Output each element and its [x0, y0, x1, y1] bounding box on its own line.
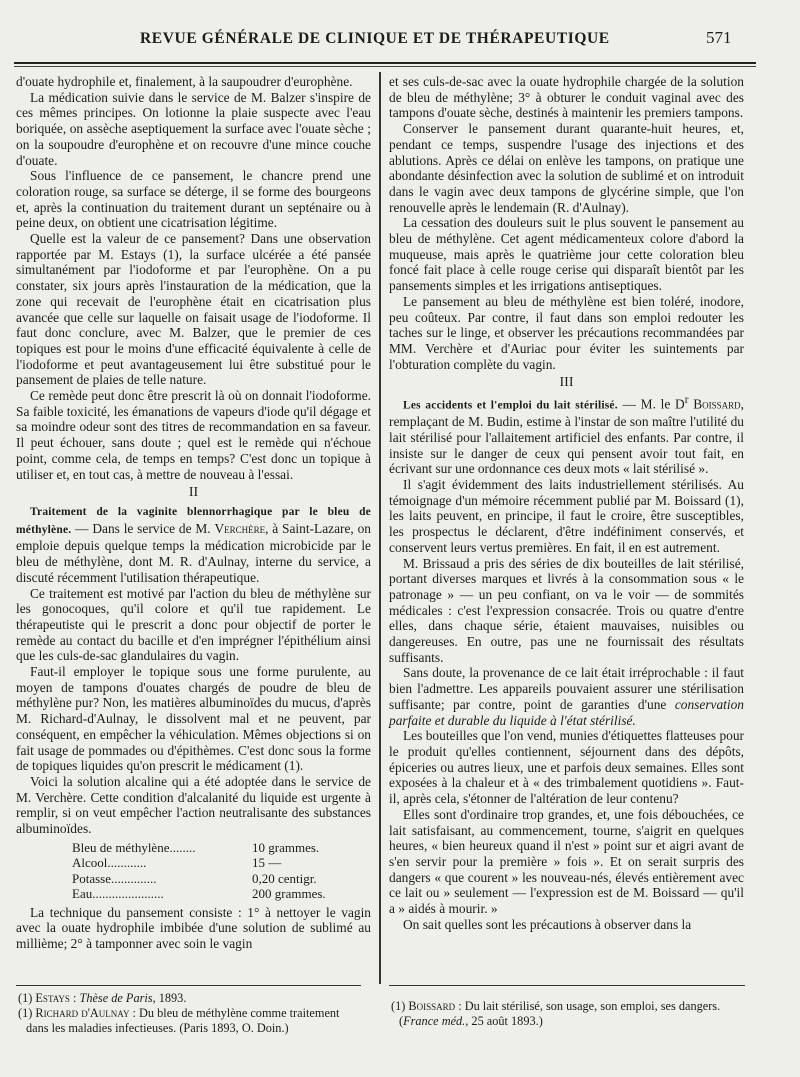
running-head: [0, 26, 800, 52]
paragraph: M. Brissaud a pris des séries de dix bouteilles de lait stérilisé, portant diverses marques et livrés à la consommation sous « le patronage » — un peu confiant, on va le voir — de sommités médicales : c'est l'expression consacrée. Trois ou quatre d'entre elles, dans chaque série, étaient mauvaises, nuisibles ou dangereuses. En outre, pas une ne fournissait des résultats suffisants.: [389, 555, 744, 665]
text-run: : Du bleu de méthylène comme traitement dans les maladies infectieuses. (Paris 1893, O. Doin.): [26, 1006, 340, 1035]
running-title: REVUE GÉNÉRALE DE CLINIQUE ET DE THÉRAPEUTIQUE: [140, 30, 610, 47]
paragraph: [389, 393, 744, 477]
paragraph: Quelle est la valeur de ce pansement? Dans une observation rapportée par M. Estays (1), la surface ulcérée a été pansée simultanément par l'iodoforme et par l'europhène. On a pu constater, six jours après l'instauration de la médication, que la zone qui recevait de l'europhène était en cicatrisation plus avancée que celle sur laquelle on faisait usage de l'iodoforme. Il faut donc conclure, avec M. Balzer, que le premier de ces topiques est pour le moins d'une efficacité équivalente à celle de l'iodoforme et peut avantageusement lui être substitué pour le pansement de plaies de telle nature.: [16, 231, 371, 388]
paragraph: Les bouteilles que l'on vend, munies d'étiquettes flatteuses pour le produit qu'elles contiennent, séjournent dans des dépôts, épiceries ou autres lieux, une et parfois deux semaines. Elles sont exposées à la chaleur et à « des trimbalement quotidiens ». Faut-il, après cela, s'étonner de l'altération de leur contenu?: [389, 728, 744, 807]
emphasis: Thèse de Paris: [79, 991, 153, 1005]
text-run: (1): [18, 1006, 36, 1020]
paragraph: Faut-il employer le topique sous une forme purulente, au moyen de tampons d'ouates chargés de poudre de bleu de méthylène pur? Non, les matières albuminoïdes du mucus, d'après M. Richard-d'Aulnay, le dissolvent mal et ne peuvent, par conséquent, en empêcher la véhiculation. Mêmes objections si on fait usage de pommades ou d'épithèmes. C'est donc sous la forme de topiques liquides qu'on prescrit le médicament (1).: [16, 664, 371, 774]
left-column: [16, 74, 371, 952]
paragraph: La médication suivie dans le service de M. Balzer s'inspire de ces mêmes principes. On lotionne la plaie suspecte avec l'eau boriquée, on assèche aseptiquement la surface avec l'ouate sèche ; on la soupoudre d'europhène et on recouvre d'une mince couche d'ouate.: [16, 89, 371, 168]
recipe-table: [72, 840, 371, 902]
recipe-item: Potasse..............: [72, 870, 157, 886]
paragraph: Elles sont d'ordinaire trop grandes, et, une fois débouchées, ce lait satisfaisant, au commencement, tourne, s'aigrit en quelques heures, « bien heureux quand il n'est » point sur et aigri avant de s'en servir pour la première » fois ». Et on serait surpris des dangers « que courent » les nouveau-nés, élevés entièrement avec ce lait ou » seulement — l'expression est de M. Boissard — qu'il a » aidés à mourir. »: [389, 806, 744, 917]
footnote-rule-left: [16, 985, 361, 986]
paragraph: [389, 665, 744, 728]
person-name: Estays: [35, 991, 70, 1005]
footnotes-left: [18, 991, 363, 1036]
paragraph: Voici la solution alcaline qui a été adoptée dans le service de M. Verchère. Cette condition d'alcalanité du liquide est urgente à remplir, si on veut empêcher l'action neutralisante des substances albuminoïdes.: [16, 773, 371, 837]
recipe-row: [72, 871, 371, 887]
text-run: (1): [391, 999, 409, 1013]
section-number: III: [559, 375, 574, 391]
paragraph: Ce traitement est motivé par l'action du bleu de méthylène sur les gonocoques, qu'il colore et qu'il tue rapidement. Le thérapeutiste qui le prescrit a donc pour objectif de porter le remède au contact du bacille et d'en imprégner l'épithélium ainsi que les culs-de-sac glandulaires du vagin.: [16, 585, 371, 664]
paragraph: La cessation des douleurs suit le plus souvent le pansement au bleu de méthylène. Cet agent médicamenteux colore d'abord la muqueuse, mais après le quatrième jour cette coloration bleu foncé fait place à celle rouge cerise qui disparaît bientôt par les pansements simples et les irrigations antiseptiques.: [389, 215, 744, 294]
recipe-amount: 10 grammes.: [252, 839, 320, 855]
person-name: Verchère: [214, 520, 266, 536]
footnote: [18, 991, 363, 1006]
footnote: [18, 1006, 363, 1036]
text-run: : Du lait stérilisé, son usage, son emploi, ses dangers. (: [399, 999, 721, 1028]
text-run: :: [69, 991, 80, 1005]
text-run: , remplaçant de M. Budin, estime à l'instar de son maître l'utilité du lait stérilisé pour l'allaitement artificiel des enfants. Par contre, il insiste sur le danger de ceux qui pensent avoir tout fait, en écrivant sur une ordonnance ces deux mots « lait stérilisé ».: [389, 396, 744, 477]
recipe-item: Bleu de méthylène........: [72, 839, 196, 855]
emphasis: France méd.: [403, 1014, 466, 1028]
text-run: — Dans le service de M.: [71, 520, 215, 536]
paragraph: La technique du pansement consiste : 1° à nettoyer le vagin avec la ouate hydrophile imbibée d'une solution de sublimé au millième; 2° à tamponner avec soin le vagin: [16, 904, 371, 952]
text-run: — M. le D: [617, 396, 685, 412]
paragraph: Conserver le pansement durant quarante-huit heures, et, pendant ce temps, suspendre l'usage des injections et des ablutions. Après ce délai on enlève les tampons, on pratique une abondante désinfection avec la solution de sublimé et on introduit dans le vagin avec deux tampons de glycérine simple, que l'on renouvelle après le lendemain (R. d'Aulnay).: [389, 121, 744, 215]
section-lead: Les accidents et l'emploi du lait stérilisé.: [403, 399, 618, 412]
paragraph: d'ouate hydrophile et, finalement, à la saupoudrer d'europhène.: [16, 74, 353, 89]
footnote-rule-right: [389, 985, 745, 986]
text-run: , à Saint-Lazare, on emploie depuis quelque temps la médication microbicide par le bleu de méthylène, dont M. R. d'Aulnay, interne du service, a discuté récemment l'utilisation thérapeutique.: [16, 520, 371, 585]
superscript: r: [684, 394, 689, 407]
text-run: Sans doute, la provenance de ce lait était irréprochable : il faut bien l'admettre. Les appareils pouvaient assurer une stérilisation suffisante; par contre, point de garanties d'une: [389, 665, 744, 712]
person-name: Richard d'Aulnay: [35, 1006, 130, 1020]
column-divider: [379, 72, 381, 984]
person-name: Boissard: [693, 396, 741, 412]
recipe-amount: 15 —: [252, 855, 282, 871]
paragraph: Sous l'influence de ce pansement, le chancre prend une coloration rouge, sa surface se déterge, il se forme des bourgeons et, après la continuation du traitement durant un septénaire ou à peine deux, on obtient une cicatrisation légitime.: [16, 168, 371, 231]
text-run: (1): [18, 991, 36, 1005]
text-run: , 1893.: [152, 991, 187, 1005]
paragraph: Ce remède peut donc être prescrit là où on donnait l'iodoforme. Sa faible toxicité, les émanations de vapeurs d'iode qu'il dégage et sa moindre odeur sont des titres de recommandation en sa faveur. Il peut échouer, sans doute ; quel est le remède qui n'échoue point, comme cela, de temps en temps? C'est donc un topique à utiliser et, en tout cas, à mettre de nouveau à l'essai.: [16, 388, 371, 482]
section-lead: Traitement de la vaginite blennorrhagique par le bleu de méthylène.: [16, 505, 371, 536]
paragraph: et ses culs-de-sac avec la ouate hydrophile chargée de la solution de bleu de méthylène; 3° à obturer le conduit vaginal avec des tampons d'ouate sèche, destinés à maintenir les premiers tampons.: [389, 74, 744, 121]
section-number: II: [188, 485, 199, 501]
footnotes-right: [391, 999, 747, 1029]
recipe-item: Alcool............: [72, 855, 147, 871]
recipe-item: Eau......................: [72, 886, 164, 902]
paragraph: On sait quelles sont les précautions à observer dans la: [403, 916, 692, 932]
person-name: Boissard: [408, 999, 456, 1013]
recipe-row: [72, 840, 371, 856]
recipe-amount: 200 grammes.: [252, 886, 326, 902]
header-rule-thin: [14, 66, 756, 67]
paragraph: [16, 503, 371, 586]
text-run: , 25 août 1893.): [465, 1014, 543, 1028]
recipe-amount: 0,20 centigr.: [252, 870, 317, 886]
header-rule: [14, 62, 756, 64]
paragraph: Il s'agit évidemment des laits industriellement stérilisés. Au témoignage d'un mémoire récemment publié par M. Boissard (1), les laits peuvent, en principe, il faut le croire, être susceptibles, les prospectus le déclarent, d'être indéfiniment conservés, et conservent leurs vertus premières. En fait, il en est autrement.: [389, 477, 744, 555]
emphasis: conservation parfaite et durable du liquide à l'état stérilisé.: [389, 696, 744, 728]
paragraph: Le pansement au bleu de méthylène est bien toléré, inodore, peu coûteux. Par contre, il faut dans son emploi redouter les taches sur le linge, et observer les précautions recommandées par MM. Verchère et d'Auriac pour éviter les suintements par l'obturation complète du vagin.: [389, 293, 744, 372]
recipe-row: [72, 886, 371, 902]
page-number: 571: [706, 28, 732, 47]
footnote: [391, 999, 747, 1029]
recipe-row: [72, 855, 371, 871]
right-column: [389, 74, 744, 932]
